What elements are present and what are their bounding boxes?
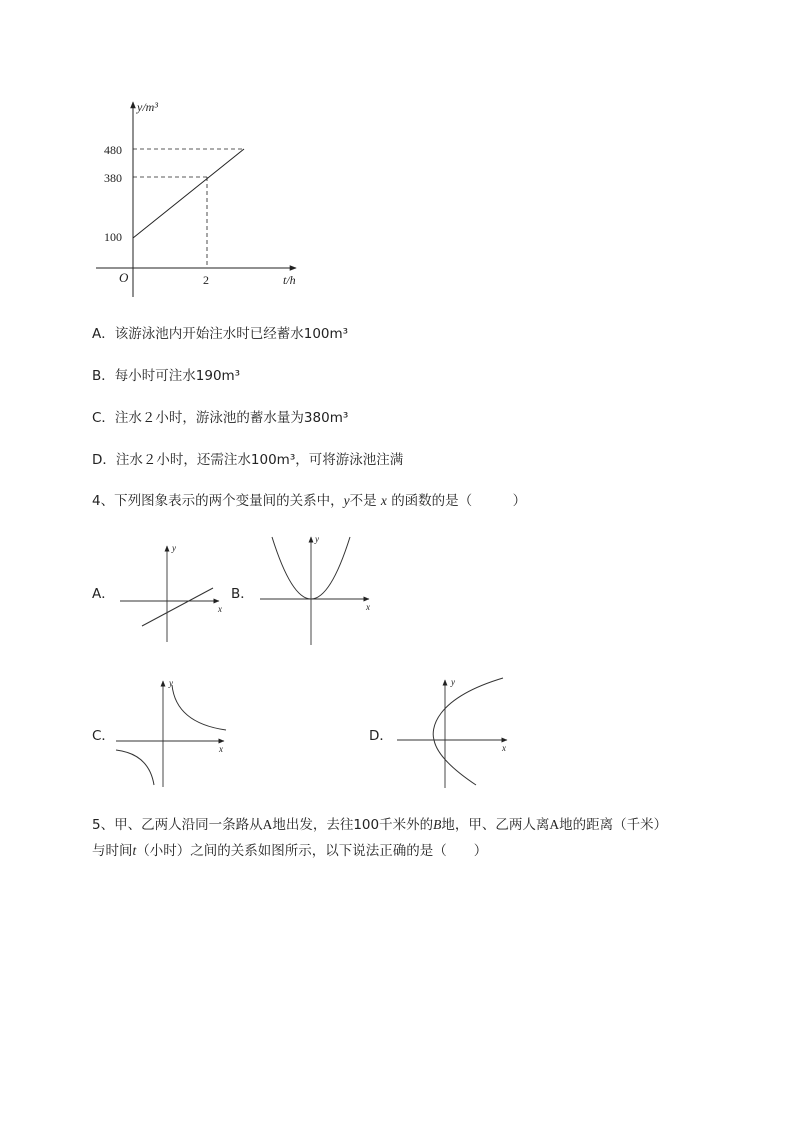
q4a-y-label: y: [172, 543, 176, 553]
q5-var-B: B: [433, 817, 442, 832]
origin-label: O: [119, 270, 129, 285]
q5-text-1b: 地出发，去往100千米外的: [272, 817, 434, 833]
q4c-x-label: x: [219, 744, 223, 754]
q4-stem-mid: 不是: [349, 493, 377, 509]
q5-line-1: [92, 816, 667, 834]
q4-graph-a: [115, 540, 230, 645]
q4-graph-d: [393, 675, 518, 790]
x-axis-label: t/h: [283, 273, 296, 287]
q4-stem-prefix: 4、下列图象表示的两个变量间的关系中，: [92, 493, 344, 509]
q4-option-b-label: B．: [231, 586, 254, 602]
q4-option-d-label: D．: [369, 728, 393, 744]
q4c-y-label: y: [169, 678, 173, 688]
volume-line: [133, 149, 244, 238]
q5-text-1a: 5、甲、乙两人沿同一条路从: [92, 817, 263, 833]
q4d-x-label: x: [502, 743, 506, 753]
q4c-branch-right: [172, 685, 226, 730]
q5-var-A1: A: [262, 817, 273, 832]
q4-var-x: x: [380, 493, 387, 508]
q3-option-a: A．该游泳池内开始注水时已经蓄水100m³: [92, 326, 349, 342]
y-axis-label: y/m³: [137, 100, 158, 114]
q3-option-b: B．每小时可注水190m³: [92, 368, 241, 384]
q5-text-2b: （小时）之间的关系如图所示，以下说法正确的是（ ）: [136, 843, 488, 859]
q4a-line: [142, 588, 213, 626]
q4a-x-label: x: [218, 604, 222, 614]
q4d-curve: [433, 678, 503, 785]
q5-text-1c: 地，甲、乙两人离: [441, 817, 550, 833]
y-tick-100: 100: [104, 230, 122, 244]
y-tick-480: 480: [104, 143, 122, 157]
q4-option-a-label: A．: [92, 586, 115, 602]
q3-option-d: D．注水２小时，还需注水100m³，可将游泳池注满: [92, 452, 404, 468]
q4-graph-c: [112, 675, 232, 790]
q4-var-y: y: [343, 493, 350, 508]
q4d-y-label: y: [451, 677, 455, 687]
water-volume-graph: [90, 95, 320, 305]
y-tick-380: 380: [104, 171, 122, 185]
q5-line-2: [92, 842, 487, 860]
q5-var-t: t: [132, 843, 137, 858]
q4b-x-label: x: [366, 602, 370, 612]
x-tick-2: 2: [203, 273, 209, 287]
q4-option-c-label: C．: [92, 728, 115, 744]
q4c-branch-left: [116, 750, 154, 785]
q4b-y-label: y: [315, 534, 319, 544]
q4-stem-suffix: 的函数的是（ ）: [391, 493, 527, 509]
q4-stem: [92, 492, 526, 510]
q4-graph-b: [255, 532, 380, 647]
q3-option-c: C．注水２小时，游泳池的蓄水量为380m³: [92, 410, 349, 426]
q5-text-1d: 地的距离（千米）: [559, 817, 668, 833]
q5-text-2a: 与时间: [92, 843, 133, 859]
q5-var-A2: A: [549, 817, 560, 832]
